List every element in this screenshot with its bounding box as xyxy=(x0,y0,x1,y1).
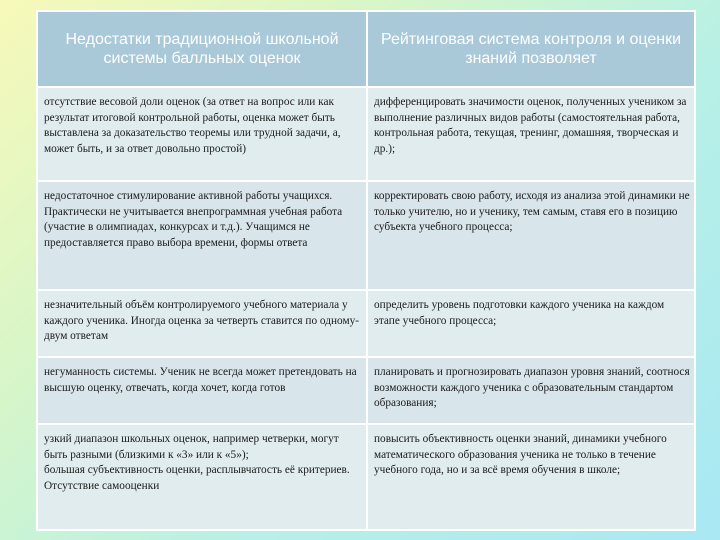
row-shortcoming-cell: незначительный объём контролируемого учебного материала у каждого ученика. Иногда оценка за четверть ставится по одному-двум ответам xyxy=(37,290,367,357)
row-benefit-cell: корректировать свою работу, исходя из анализа этой динамики не только учителю, но и ученику, тем самым, ставя его в позицию субъекта учебного процесса; xyxy=(367,181,695,290)
row-benefit-cell: определить уровень подготовки каждого ученика на каждом этапе учебного процесса; xyxy=(367,290,695,357)
table-row xyxy=(37,181,695,290)
row-benefit-cell: повысить объективность оценки знаний, динамики учебного математического образования ученика не только в течение учебного года, но и за всё время обучения в школе; xyxy=(367,424,695,530)
row-shortcoming-cell: отсутствие весовой доли оценок (за ответ на вопрос или как результат итоговой контрольной работы, оценка может быть выставлена за доказательство теоремы или трудной задачи, а, может быть, и за ответ довольно простой) xyxy=(37,87,367,181)
header-traditional-shortcomings: Недостатки традиционной школьной системы балльных оценок xyxy=(37,11,367,87)
row-benefit-cell: планировать и прогнозировать диапазон уровня знаний, соотнося возможности каждого ученика с образовательным стандартом образования; xyxy=(367,357,695,424)
table-row xyxy=(37,424,695,530)
table-row xyxy=(37,357,695,424)
row-shortcoming-cell: негуманность системы. Ученик не всегда может претендовать на высшую оценку, отвечать, когда хочет, когда готов xyxy=(37,357,367,424)
table-header-row xyxy=(37,11,695,87)
row-shortcoming-cell: недостаточное стимулирование активной работы учащихся. Практически не учитывается внепрограммная учебная работа (участие в олимпиадах, конкурсах и т.д.). Учащимся не предоставляется право выбора времени, формы ответа xyxy=(37,181,367,290)
row-shortcoming-cell: узкий диапазон школьных оценок, например четверки, могут быть разными (близкими к «3» или к «5»); большая субъективность оценки, расплывчатость её критериев. Отсутствие самооценки xyxy=(37,424,367,530)
header-rating-system-allows: Рейтинговая система контроля и оценки знаний позволяет xyxy=(367,11,695,87)
table-row xyxy=(37,87,695,181)
comparison-table xyxy=(36,10,696,531)
table-row xyxy=(37,290,695,357)
row-benefit-cell: дифференцировать значимости оценок, полученных учеником за выполнение различных видов работы (самостоятельная работа, контрольная работа, текущая, тренинг, домашняя, творческая и др.); xyxy=(367,87,695,181)
